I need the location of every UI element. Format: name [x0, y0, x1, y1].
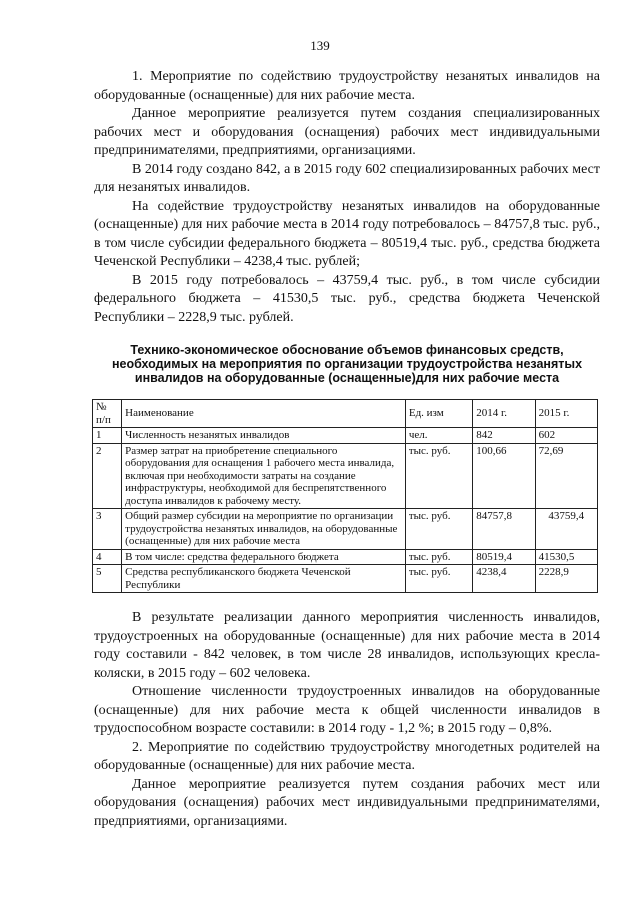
cell-unit: тыс. руб. [405, 565, 472, 593]
cell-number: 1 [93, 428, 122, 444]
closing-paragraph: Данное мероприятие реализуется путем создания рабочих мест или оборудования (оснащения) рабочих мест индивидуальными предпринимателями, предприятиями, организациями. [94, 776, 600, 829]
table-row [93, 549, 598, 565]
cost-table [92, 399, 598, 593]
cell-unit: тыс. руб. [405, 443, 472, 509]
cell-unit: тыс. руб. [405, 509, 472, 550]
table-row [93, 443, 598, 509]
cell-name: В том числе: средства федерального бюджета [122, 549, 406, 565]
closing-paragraph: 2. Мероприятие по содействию трудоустройству многодетных родителей на оборудованные (оснащенные) для них рабочие места. [94, 739, 600, 773]
cell-2014: 100,66 [473, 443, 535, 509]
table-row [93, 428, 598, 444]
page-number: 139 [310, 38, 330, 53]
cell-2015: 72,69 [535, 443, 597, 509]
table-row [93, 509, 598, 550]
cell-number: 4 [93, 549, 122, 565]
header-number: № п/п [93, 400, 122, 428]
header-name: Наименование [122, 400, 406, 428]
header-2014: 2014 г. [473, 400, 535, 428]
table-header-row [93, 400, 598, 428]
header-2015: 2015 г. [535, 400, 597, 428]
intro-paragraph: На содействие трудоустройству незанятых инвалидов на оборудованные (оснащенные) для них рабочие места в 2014 году потребовалось – 84757,8 тыс. руб., в том числе субсидии федерального бюджета – 80519,4 тыс. руб., средства бюджета Чеченской Республики – 4238,4 тыс. рублей; [94, 198, 600, 269]
table-row [93, 565, 598, 593]
intro-paragraph: Данное мероприятие реализуется путем создания специализированных рабочих мест и оборудования (оснащения) рабочих мест индивидуальными предпринимателями, предприятиями, организациями. [94, 106, 600, 158]
document-body [94, 68, 600, 831]
cell-number: 5 [93, 565, 122, 593]
cell-name: Общий размер субсидии на мероприятие по организации трудоустройства незанятых инвалидов, на оборудованные (оснащенные) для них рабочие места [122, 509, 406, 550]
intro-paragraph: 1. Мероприятие по содействию трудоустройству незанятых инвалидов на оборудованные (оснащенные) для них рабочие места. [94, 69, 600, 103]
intro-paragraph: В 2014 году создано 842, а в 2015 году 602 специализированных рабочих мест для незанятых инвалидов. [94, 161, 600, 195]
cell-2015: 2228,9 [535, 565, 597, 593]
closing-section [94, 609, 600, 831]
cell-unit: чел. [405, 428, 472, 444]
cell-2014: 4238,4 [473, 565, 535, 593]
cell-2015: 602 [535, 428, 597, 444]
cell-name: Численность незанятых инвалидов [122, 428, 406, 444]
intro-paragraph: В 2015 году потребовалось – 43759,4 тыс. руб., в том числе субсидии федерального бюджета – 41530,5 тыс. руб., средства бюджета Чеченской Республики – 2228,9 тыс. рублей. [94, 272, 600, 325]
cell-number: 3 [93, 509, 122, 550]
cell-2014: 84757,8 [473, 509, 535, 550]
cell-name: Средства республиканского бюджета Чеченской Республики [122, 565, 406, 593]
cell-2015: 41530,5 [535, 549, 597, 565]
cell-number: 2 [93, 443, 122, 509]
cell-2014: 80519,4 [473, 549, 535, 565]
header-unit: Ед. изм [405, 400, 472, 428]
table-title: Технико-экономическое обоснование объемов финансовых средств, необходимых на мероприятия по организации трудоустройства незанятых инвалидов на оборудованные (оснащенные)для них рабочие места [111, 343, 583, 385]
closing-paragraph: В результате реализации данного мероприятия численность инвалидов, трудоустроенных на оборудованные (оснащенные) для них рабочие места в 2014 году составили - 842 человек, в том числе 28 инвалидов, использующих кресла-коляски, в 2015 году – 602 человека. [94, 610, 600, 681]
cell-name: Размер затрат на приобретение специального оборудования для оснащения 1 рабочего места инвалида, включая при необходимости затраты на создание инфраструктуры, необходимой для беспрепятственного доступа инвалидов к рабочему месту. [122, 443, 406, 509]
closing-paragraph: Отношение численности трудоустроенных инвалидов на оборудованные (оснащенные) для них рабочие места к общей численности инвалидов в трудоспособном возрасте составили: в 2014 году - 1,2 %; в 2015 году – 0,8%. [94, 684, 600, 736]
cell-unit: тыс. руб. [405, 549, 472, 565]
cell-2014: 842 [473, 428, 535, 444]
cell-2015: 43759,4 [535, 509, 597, 550]
